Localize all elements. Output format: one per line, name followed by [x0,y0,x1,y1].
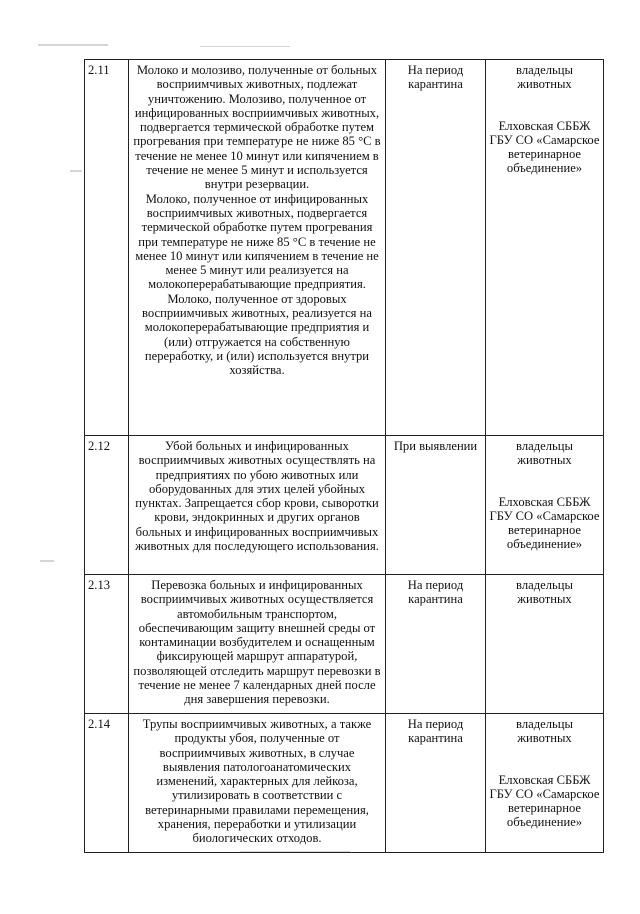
responsible-organization: Елховская СББЖ ГБУ СО «Самарское ветеринарное объединение» [489,494,600,552]
description-paragraph: Перевозка больных и инфицированных восприимчивых животных осуществляется автомобильным транспортом, обеспечивающим защиту внешней среды от контаминации возбудителем и оснащенным фиксирующей маршрут аппаратурой, позволяющей отследить маршрут перевозки в течение не менее 7 календарных дней после дня завершения перевозки. [133,578,381,707]
description-paragraph: Молоко, полученное от инфицированных восприимчивых животных, подвергается термической обработке путем прогревания при температуре не ниже 85 °С в течение не менее 10 минут или кипячением в течение не менее 5 минут или реализуется на молокоперерабатывающие предприятия. [135,191,379,292]
description-paragraph: Трупы восприимчивых животных, а также продукты убоя, полученные от восприимчивых животных, в случае выявления патологоанатомических изменений, характерных для лейкоза, утилизировать в соответствии с ветеринарными правилами перемещения, хранения, переработки и утилизации биологических отходов. [142,717,372,846]
scan-speck [40,560,54,562]
period-cell: На период карантина [386,60,486,436]
measure-description [129,436,386,575]
responsible-owner: владельцы животных [516,63,573,92]
measures-table [84,59,604,853]
responsible-cell [486,714,604,853]
table-row [85,436,604,575]
responsible-owner: владельцы животных [516,439,573,468]
responsible-organization: Елховская СББЖ ГБУ СО «Самарское ветеринарное объединение» [489,118,600,176]
row-number: 2.13 [85,575,129,714]
description-paragraph: Убой больных и инфицированных восприимчивых животных осуществлять на предприятиях по убою животных или оборудованных для этих целей убойных пунктах. Запрещается сбор крови, сыворотки крови, эндокринных и других органов больных и инфицированных восприимчивых животных для последующего использования. [135,439,379,554]
responsible-owner: владельцы животных [516,717,573,746]
row-number: 2.12 [85,436,129,575]
description-paragraph: Молоко, полученное от здоровых восприимчивых животных, реализуется на молокоперерабатывающие предприятия и (или) отгружается на собственную переработку, и (или) используется внутри хозяйства. [142,291,372,378]
scan-speck [200,46,290,47]
scan-speck [240,851,350,852]
period-cell: При выявлении [386,436,486,575]
measure-description [129,60,386,436]
table-row [85,714,604,853]
table-row [85,575,604,714]
table-row [85,60,604,436]
responsible-cell [486,436,604,575]
row-number: 2.11 [85,60,129,436]
row-number: 2.14 [85,714,129,853]
responsible-cell [486,575,604,714]
responsible-organization: Елховская СББЖ ГБУ СО «Самарское ветеринарное объединение» [489,772,600,830]
period-cell: На период карантина [386,575,486,714]
responsible-owner: владельцы животных [516,578,573,607]
period-cell: На период карантина [386,714,486,853]
responsible-cell [486,60,604,436]
description-paragraph: Молоко и молозиво, полученные от больных восприимчивых животных, подлежат уничтожению. Молозиво, полученное от инфицированных восприимчивых животных, подвергается термической обработке путем прогревания при температуре не ниже 85 °С в течение не менее 10 минут или кипячением в течение не менее 5 минут и используется внутри резервации. [133,63,381,192]
scan-speck [38,44,108,46]
measure-description [129,714,386,853]
scan-speck [70,170,82,172]
measure-description [129,575,386,714]
